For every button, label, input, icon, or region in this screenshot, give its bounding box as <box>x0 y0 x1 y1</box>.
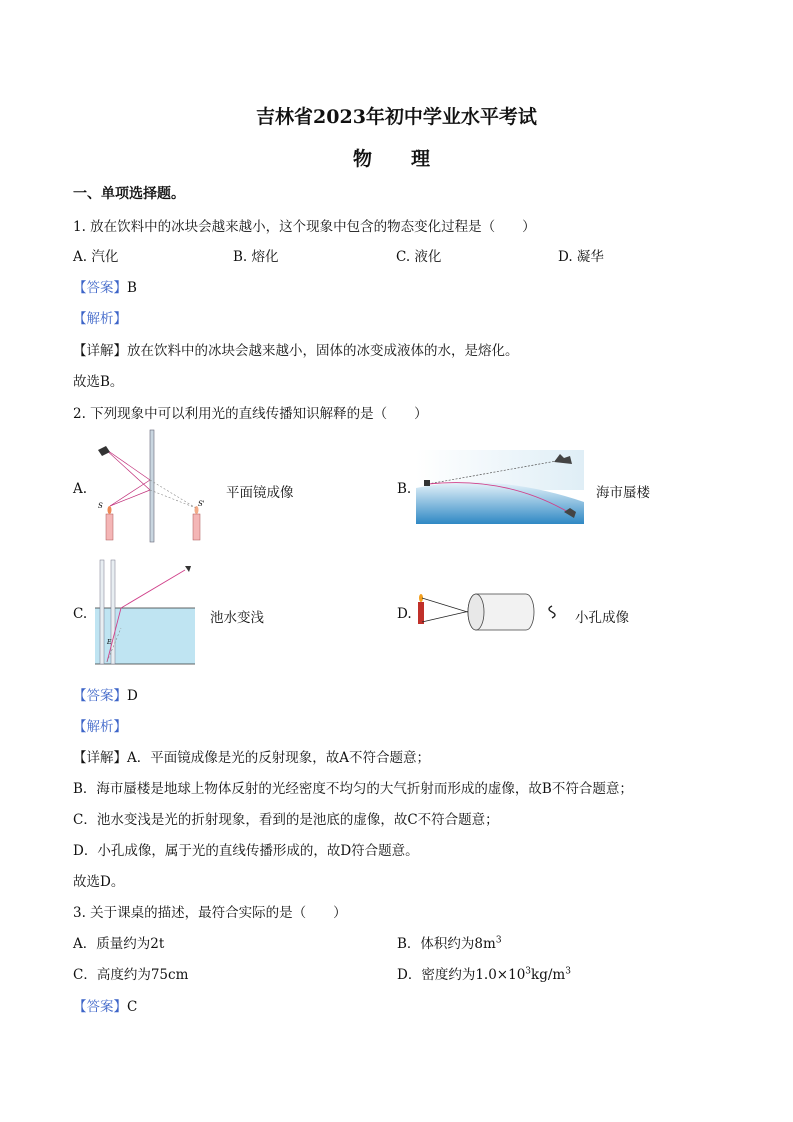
eye-icon <box>185 566 191 572</box>
rod-shape <box>100 560 104 664</box>
answer-tag: 【答案】 <box>73 688 127 704</box>
q1-detail <box>73 339 519 359</box>
q2-option-c-label: 池水变浅 <box>210 610 264 626</box>
q2-detail-c: C．池水变浅是光的折射现象，看到的是池底的虚像，故C不符合题意； <box>73 812 499 828</box>
pool-figure <box>93 558 197 666</box>
detail-tag: 【详解】 <box>73 343 127 359</box>
q3-option-b <box>397 932 502 952</box>
detail-text: 放在饮料中的冰块会越来越小，固体的冰变成液体的水，是熔化。 <box>127 343 519 359</box>
label-e: E <box>107 639 112 646</box>
q2-option-d-label: 小孔成像 <box>575 610 629 626</box>
label-s-prime: S' <box>198 500 205 508</box>
q2-stem: 2. 下列现象中可以利用光的直线传播知识解释的是（ ） <box>73 406 428 422</box>
q1-conclusion: 故选B。 <box>73 374 124 390</box>
ray-line <box>422 610 474 622</box>
answer-value: C <box>127 999 138 1015</box>
q3-option-b-sup: 3 <box>495 935 502 946</box>
ray-line <box>110 490 150 506</box>
q2-detail-d: D．小孔成像，属于光的直线传播形成的，故D符合题意。 <box>73 843 419 859</box>
q2-conclusion: 故选D。 <box>73 874 125 890</box>
dashed-ray <box>150 480 196 508</box>
observer-shape <box>424 480 430 486</box>
q2-option-a-label: 平面镜成像 <box>226 485 294 501</box>
q3-option-b-text: B．体积约为8m <box>397 936 496 952</box>
q1-answer <box>73 276 137 296</box>
q3-option-d <box>397 963 571 983</box>
tube-shape <box>111 560 115 664</box>
q3-option-d-sup1: 3 <box>525 966 532 977</box>
q3-option-d-unit: kg/m <box>531 967 566 983</box>
q1-option-c: C. 液化 <box>396 249 442 265</box>
q2-answer <box>73 684 138 704</box>
q2-option-b-letter: B. <box>397 481 412 497</box>
ray-line <box>110 480 150 506</box>
q3-option-a: A．质量约为2t <box>73 936 165 952</box>
ray-line <box>104 448 150 490</box>
candle-image-shape <box>193 514 200 540</box>
pinhole-figure <box>414 588 566 636</box>
eye-icon <box>98 446 110 456</box>
camera-front <box>468 594 484 630</box>
answer-value: B <box>127 280 137 296</box>
q1-stem: 1. 放在饮料中的冰块会越来越小，这个现象中包含的物态变化过程是（ ） <box>73 219 536 235</box>
q3-stem: 3. 关于课桌的描述，最符合实际的是（ ） <box>73 905 347 921</box>
q2-option-a-letter: A. <box>73 481 88 497</box>
answer-tag: 【答案】 <box>73 280 127 296</box>
q3-option-c: C．高度约为75cm <box>73 967 189 983</box>
q3-option-d-text: D．密度约为1.0×10 <box>397 967 526 983</box>
candle-shape <box>418 602 424 624</box>
flame-shape <box>108 506 112 514</box>
q1-option-b: B. 熔化 <box>233 249 279 265</box>
q3-option-d-sup2: 3 <box>565 966 571 977</box>
q3-answer <box>73 995 137 1015</box>
candle-shape <box>106 514 113 540</box>
ray-line <box>104 448 150 480</box>
answer-tag: 【答案】 <box>73 999 127 1015</box>
subject-title: 物 理 <box>352 148 440 170</box>
q2-analysis-tag: 【解析】 <box>73 719 127 735</box>
detail-text: A．平面镜成像是光的反射现象，故A不符合题意； <box>127 750 430 766</box>
q2-detail-a <box>73 746 430 766</box>
section-heading: 一、单项选择题。 <box>73 186 185 202</box>
q1-analysis-tag: 【解析】 <box>73 311 127 327</box>
answer-value: D <box>127 688 138 704</box>
dashed-ray <box>150 490 196 508</box>
plane-mirror-figure <box>90 428 212 544</box>
mirror-shape <box>150 430 154 542</box>
detail-tag: 【详解】 <box>73 750 127 766</box>
q2-option-c-letter: C. <box>73 606 88 622</box>
q2-option-b-label: 海市蜃楼 <box>596 485 650 501</box>
q2-detail-b: B．海市蜃楼是地球上物体反射的光经密度不均匀的大气折射而形成的虚像，故B不符合题意； <box>73 781 633 797</box>
q2-option-d-letter: D. <box>397 606 412 622</box>
water-shape <box>95 608 195 664</box>
exam-title: 吉林省2023年初中学业水平考试 <box>256 106 537 128</box>
q1-option-a: A. 汽化 <box>73 249 119 265</box>
q1-option-d: D. 凝华 <box>558 249 604 265</box>
inverted-image-icon <box>549 606 555 618</box>
label-s: S <box>98 502 103 510</box>
mirage-figure <box>416 450 584 524</box>
